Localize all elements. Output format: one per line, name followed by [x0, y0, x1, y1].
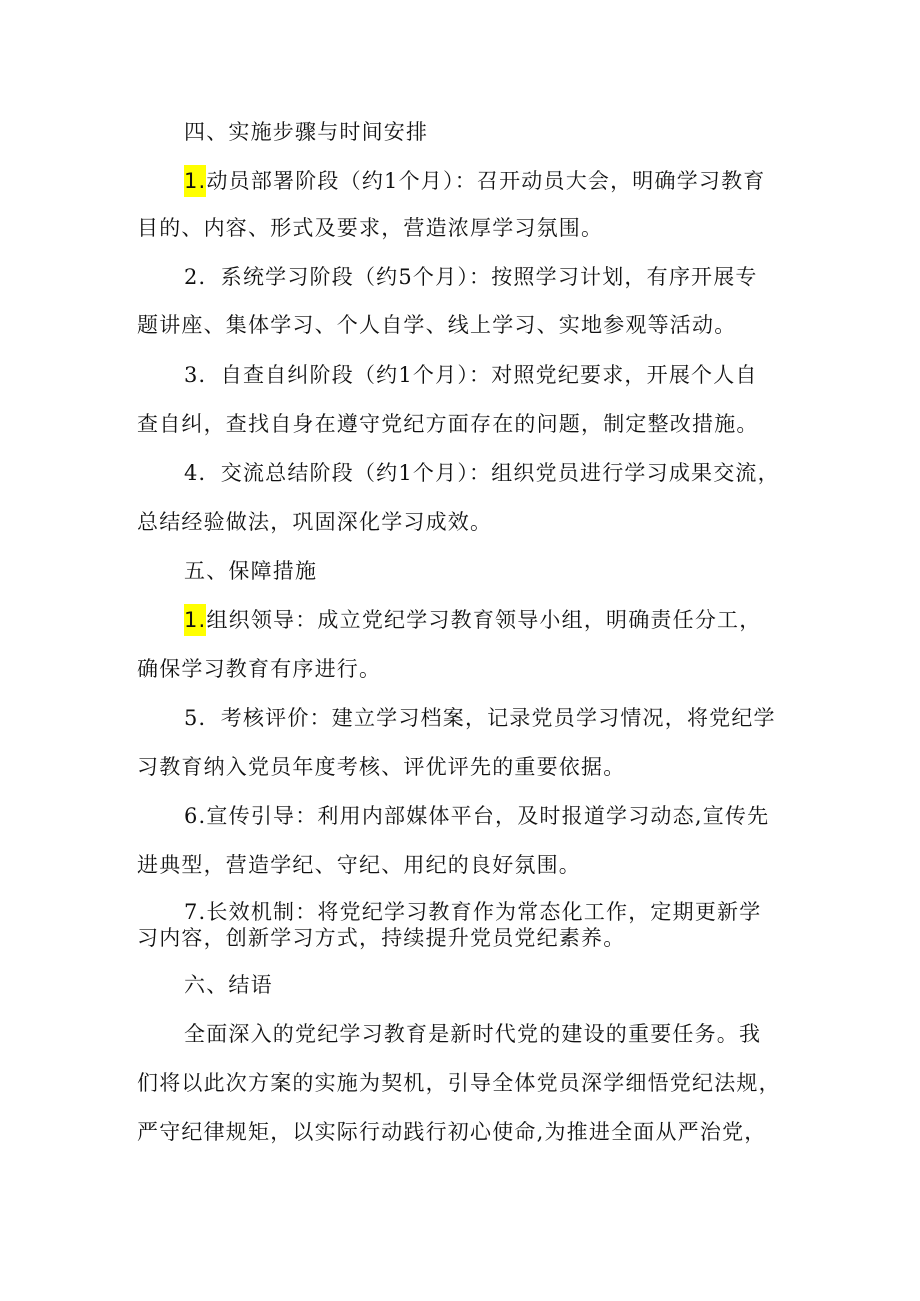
section-5-item-7-line-1: 7.长效机制：将党纪学习教育作为常态化工作，定期更新学 [184, 900, 762, 924]
section-4-heading: 四、实施步骤与时间安排 [184, 120, 429, 144]
section-5-item-7-line-2: 习内容，创新学习方式，持续提升党员党纪素养。 [137, 926, 626, 950]
section-4-item-1-line-2: 目的、内容、形式及要求，营造浓厚学习氛围。 [137, 216, 604, 240]
section-5-item-5-line-1: 5．考核评价：建立学习档案，记录党员学习情况，将党纪学 [184, 706, 776, 730]
section-4-item-3-line-2: 查自纠，查找自身在遵守党纪方面存在的问题，制定整改措施。 [137, 412, 759, 436]
paragraph-text: 组织领导：成立党纪学习教育领导小组，明确责任分工， [206, 608, 762, 632]
section-4-item-2-line-2: 题讲座、集体学习、个人自学、线上学习、实地参观等活动。 [137, 313, 737, 337]
section-4-item-2-line-1: 2．系统学习阶段（约5个月）：按照学习计划，有序开展专 [184, 265, 758, 289]
section-5-heading: 五、保障措施 [184, 559, 318, 583]
section-4-item-1-line-1 [184, 166, 766, 196]
section-5-item-6-line-2: 进典型，营造学纪、守纪、用纪的良好氛围。 [137, 853, 581, 877]
section-5-item-1-line-2: 确保学习教育有序进行。 [137, 657, 382, 681]
conclusion-line-1: 全面深入的党纪学习教育是新时代党的建设的重要任务。我 [184, 1022, 762, 1046]
highlighted-number: 1. [184, 165, 206, 197]
conclusion-line-2: 们将以此次方案的实施为契机，引导全体党员深学细悟党纪法规， [137, 1071, 781, 1095]
section-5-item-1-line-1 [184, 605, 761, 635]
section-4-item-4-line-2: 总结经验做法，巩固深化学习成效。 [137, 510, 493, 534]
paragraph-text: 动员部署阶段（约1个月）：召开动员大会，明确学习教育 [206, 169, 766, 193]
highlighted-number: 1. [184, 604, 206, 636]
section-5-item-6-line-1: 6.宣传引导：利用内部媒体平台，及时报道学习动态,宣传先 [184, 804, 770, 828]
conclusion-line-3: 严守纪律规矩，以实际行动践行初心使命,为推进全面从严治党， [137, 1120, 767, 1144]
section-6-heading: 六、结语 [184, 973, 273, 997]
section-5-item-5-line-2: 习教育纳入党员年度考核、评优评先的重要依据。 [137, 755, 626, 779]
section-4-item-4-line-1: 4．交流总结阶段（约1个月）：组织党员进行学习成果交流， [184, 461, 780, 485]
section-4-item-3-line-1: 3．自查自纠阶段（约1个月）：对照党纪要求，开展个人自 [184, 363, 758, 387]
